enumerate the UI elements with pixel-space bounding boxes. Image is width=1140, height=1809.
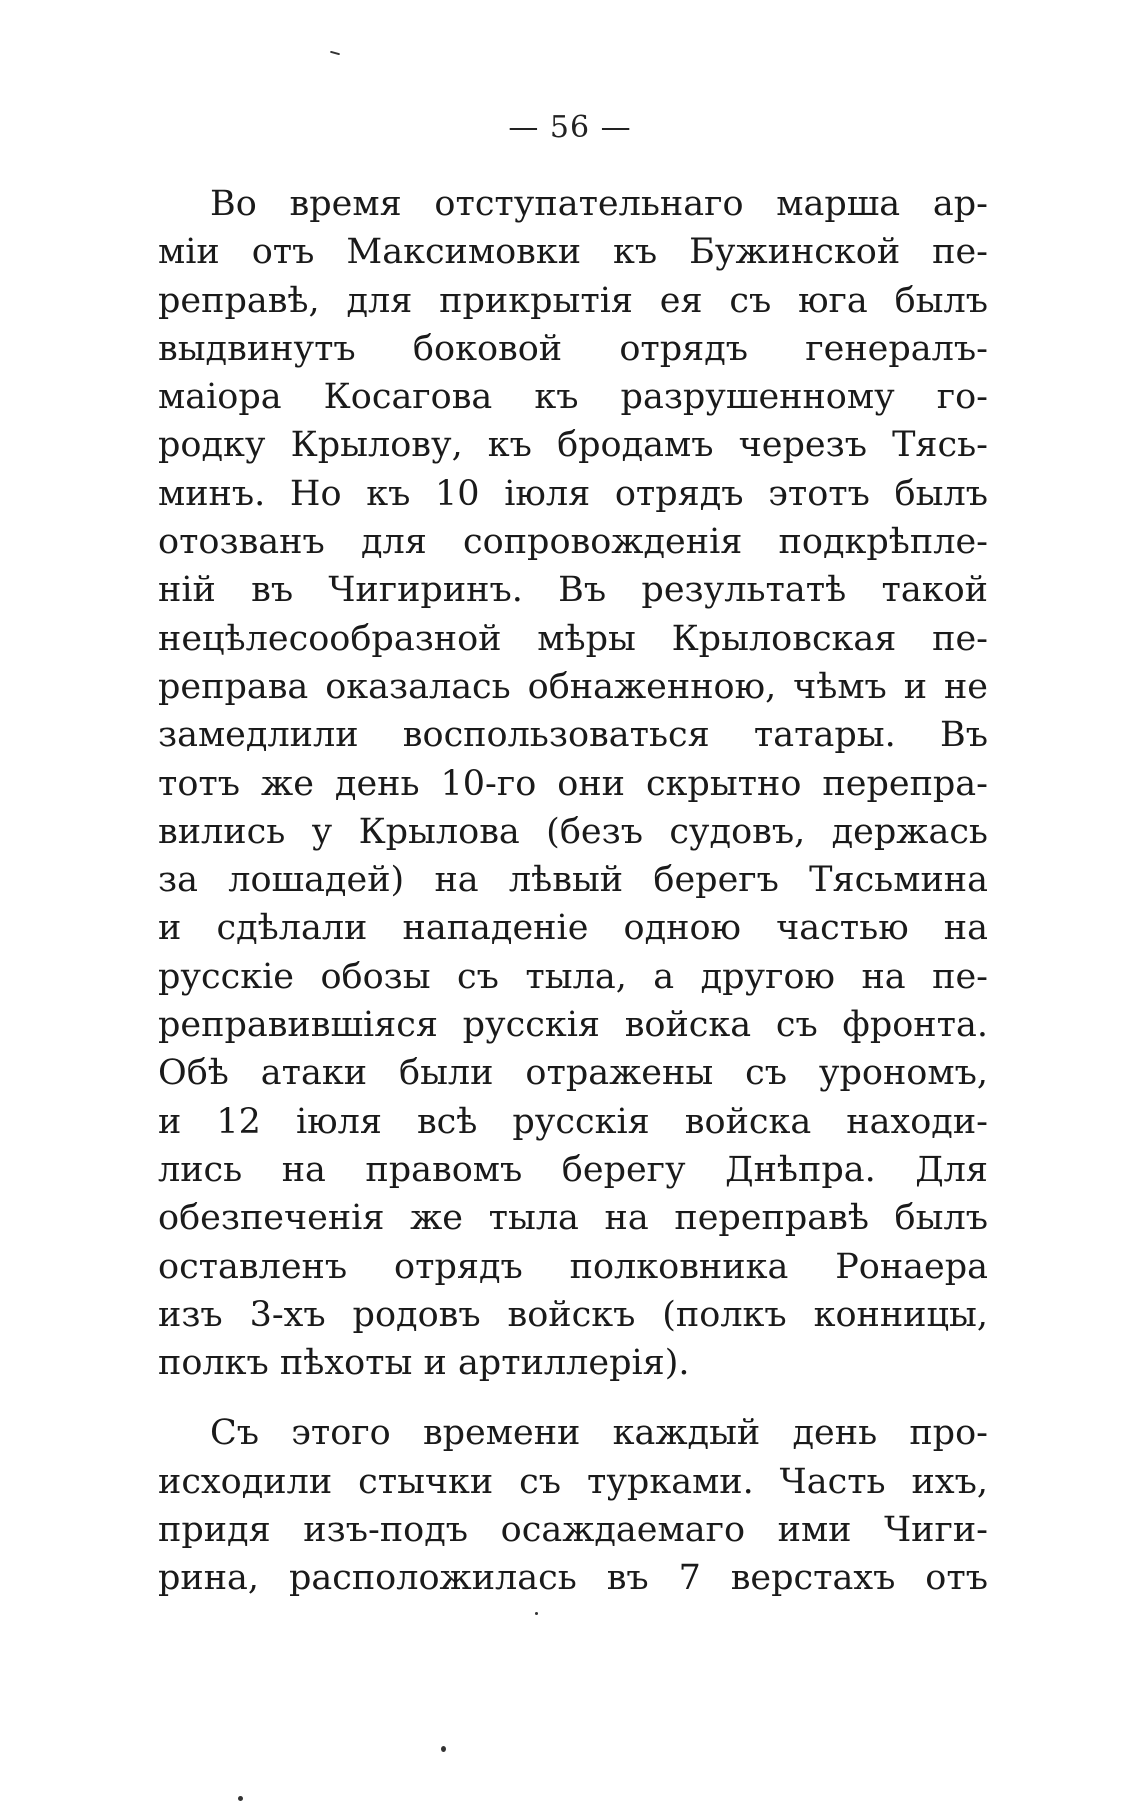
- text-line: изъ 3-хъ родовъ войскъ (полкъ конницы,: [158, 1294, 988, 1335]
- text-line: оставленъ отрядъ полковника Ронаера: [158, 1246, 988, 1287]
- text-line: рина, расположилась въ 7 верстахъ отъ: [158, 1558, 988, 1599]
- text-line: обезпеченія же тыла на переправѣ былъ: [158, 1198, 988, 1239]
- print-speck: [441, 1746, 446, 1752]
- text-line: Съ этого времени каждый день про-: [210, 1413, 988, 1454]
- text-line: русскіе обозы съ тыла, а другою на пе-: [158, 956, 988, 997]
- text-line: родку Крылову, къ бродамъ черезъ Тясь-: [158, 425, 988, 466]
- text-line: лись на правомъ берегу Днѣпра. Для: [158, 1149, 988, 1190]
- text-line: реправѣ, для прикрытія ея съ юга былъ: [158, 280, 988, 321]
- text-line: минъ. Но къ 10 іюля отрядъ этотъ былъ: [158, 473, 988, 514]
- body-text: [158, 180, 988, 1603]
- text-line: Во время отступательнаго марша ар-: [210, 184, 988, 224]
- print-speck: [238, 1796, 243, 1801]
- text-line: придя изъ-подъ осаждаемаго ими Чиги-: [158, 1510, 988, 1551]
- text-line: маіора Косагова къ разрушенному го-: [158, 377, 988, 418]
- text-line: реправившіяся русскія войска съ фронта.: [158, 1005, 988, 1046]
- text-line: отозванъ для сопровожденія подкрѣпле-: [158, 522, 988, 563]
- print-speck: [535, 1612, 538, 1615]
- text-line: за лошадей) на лѣвый берегъ Тясьмина: [158, 860, 988, 901]
- text-line: вились у Крылова (безъ судовъ, держась: [158, 811, 988, 852]
- text-line: замедлили воспользоваться татары. Въ: [158, 715, 988, 756]
- text-line: и сдѣлали нападеніе одною частью на: [158, 908, 988, 949]
- text-line: исходили стычки съ турками. Часть ихъ,: [158, 1461, 988, 1502]
- page-number: — 56 —: [508, 110, 632, 145]
- text-line: и 12 іюля всѣ русскія войска находи-: [158, 1101, 988, 1142]
- text-line: тотъ же день 10-го они скрытно перепра-: [158, 763, 988, 804]
- text-line: ній въ Чигиринъ. Въ результатѣ такой: [158, 570, 988, 611]
- text-line: реправа оказалась обнаженною, чѣмъ и не: [158, 666, 988, 707]
- print-speck: [330, 51, 340, 56]
- paragraph-gap: [158, 1387, 988, 1409]
- text-line: нецѣлесообразной мѣры Крыловская пе-: [158, 618, 988, 659]
- text-line: міи отъ Максимовки къ Бужинской пе-: [158, 232, 988, 273]
- text-line: полкъ пѣхоты и артиллерія).: [158, 1343, 690, 1384]
- text-line: Обѣ атаки были отражены съ урономъ,: [158, 1053, 988, 1094]
- text-line: выдвинутъ боковой отрядъ генералъ-: [158, 328, 988, 369]
